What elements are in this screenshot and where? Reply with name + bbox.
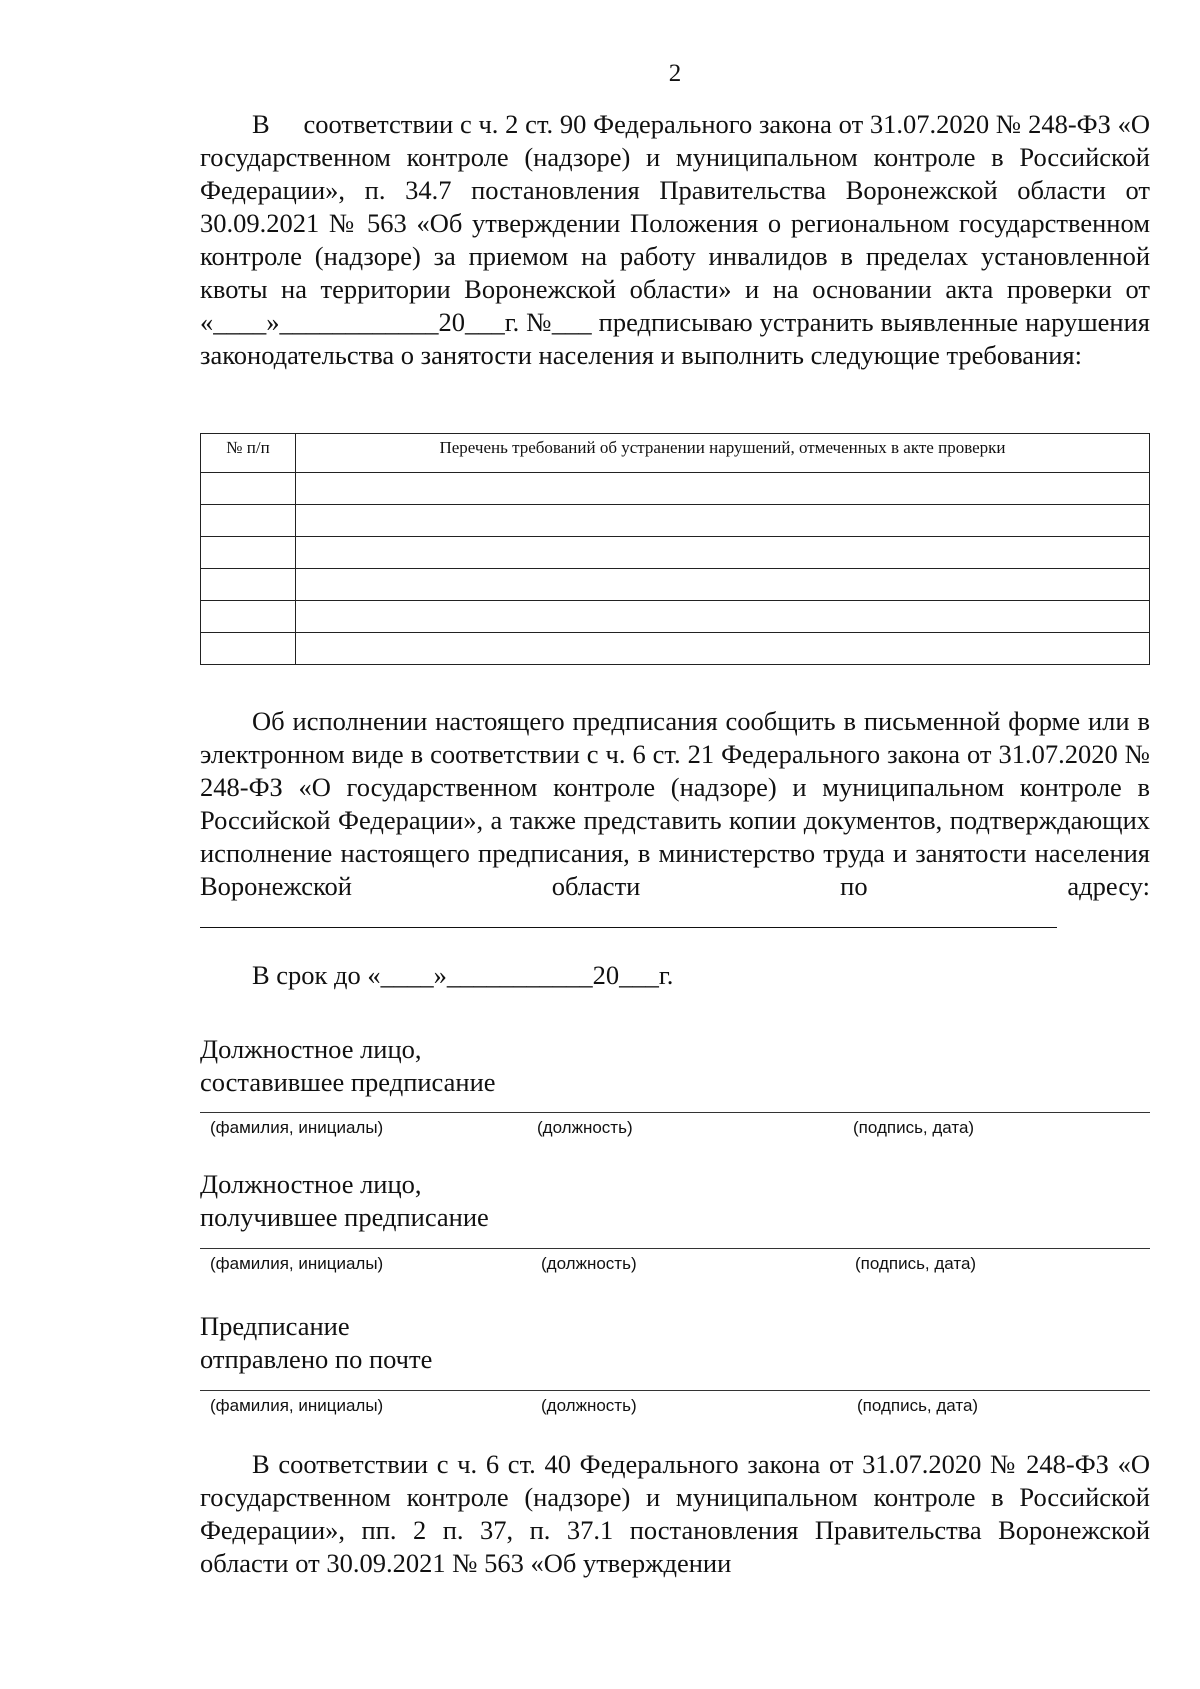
caption-signature: (подпись, дата) <box>857 1396 979 1415</box>
signature-label-line1: Должностное лицо, <box>200 1169 422 1199</box>
table-cell <box>201 473 296 505</box>
signature-label-line2: отправлено по почте <box>200 1344 433 1374</box>
table-row <box>201 569 1150 601</box>
address-blank <box>200 905 1057 928</box>
caption-name: (фамилия, инициалы) <box>210 1254 384 1273</box>
table-cell <box>201 601 296 633</box>
deadline: В срок до «____»___________20___г. <box>252 960 674 990</box>
intro-lead: В <box>252 109 270 139</box>
page-number: 2 <box>668 60 682 87</box>
table-cell <box>296 473 1150 505</box>
table-cell <box>201 569 296 601</box>
signature-label-line1: Предписание <box>200 1311 350 1341</box>
table-header-row <box>201 434 1150 473</box>
table-cell <box>201 633 296 665</box>
table-cell <box>296 537 1150 569</box>
caption-name: (фамилия, инициалы) <box>210 1396 384 1415</box>
header-requirements: Перечень требований об устранении нарушений, отмеченных в акте проверки <box>296 434 1150 473</box>
table-row <box>201 473 1150 505</box>
caption-signature: (подпись, дата) <box>853 1118 975 1137</box>
report-paragraph <box>200 705 1150 936</box>
signature-label-line2: получившее предписание <box>200 1202 489 1232</box>
table-row <box>201 537 1150 569</box>
table-cell <box>296 569 1150 601</box>
signature-line <box>200 1248 1150 1250</box>
table-row <box>201 601 1150 633</box>
final-text: В соответствии с ч. 6 ст. 40 Федерального закона от 31.07.2020 № 248-ФЗ «О государственном контроле (надзоре) и муниципальном контроле в Российской Федерации», пп. 2 п. 37, п. 37.1 постановления Правительства Воронежской области от 30.09.2021 № 563 «Об утверждении <box>200 1449 1150 1578</box>
signature-receiver-title <box>200 1168 489 1234</box>
caption-position: (должность) <box>541 1254 637 1273</box>
intro-text: соответствии с ч. 2 ст. 90 Федерального закона от 31.07.2020 № 248-ФЗ «О государственном контроле (надзоре) и муниципальном контроле в Российской Федерации», п. 34.7 постановления Правительства Воронежской области от 30.09.2021 № 563 «Об утверждении Положения о региональном государственном контроле (надзоре) за приемом на работу инвалидов в пределах установленной квоты на территории Воронежской области» и на основании акта проверки от «____»____________20___г. №___ предписываю устранить выявленные нарушения законодательства о занятости населения и выполнить следующие требования: <box>200 109 1151 370</box>
table-cell <box>296 633 1150 665</box>
table-cell <box>201 537 296 569</box>
signature-composer-title <box>200 1033 496 1099</box>
report-text: Об исполнении настоящего предписания сообщить в письменной форме или в электронном виде в соответствии с ч. 6 ст. 21 Федерального закона от 31.07.2020 № 248-ФЗ «О государственном контроле (надзоре) и муниципальном контроле в Российской Федерации», а также представить копии документов, подтверждающих исполнение настоящего предписания, в министерство труда и занятости населения Воронежской области по <box>200 706 1150 901</box>
signature-line <box>200 1112 1150 1114</box>
table-row <box>201 633 1150 665</box>
table-row <box>201 505 1150 537</box>
table-cell <box>296 505 1150 537</box>
caption-position: (должность) <box>537 1118 633 1137</box>
signature-label-line2: составившее предписание <box>200 1067 496 1097</box>
caption-position: (должность) <box>541 1396 637 1415</box>
signature-mail-title <box>200 1310 432 1376</box>
intro-paragraph <box>200 108 1150 372</box>
signature-label-line1: Должностное лицо, <box>200 1034 422 1064</box>
caption-name: (фамилия, инициалы) <box>210 1118 384 1137</box>
address-label: адресу: <box>1067 871 1151 901</box>
final-paragraph <box>200 1448 1150 1580</box>
header-number: № п/п <box>201 434 296 473</box>
signature-line <box>200 1390 1150 1392</box>
requirements-table <box>200 433 1150 665</box>
table-cell <box>201 505 296 537</box>
table-cell <box>296 601 1150 633</box>
caption-signature: (подпись, дата) <box>855 1254 977 1273</box>
